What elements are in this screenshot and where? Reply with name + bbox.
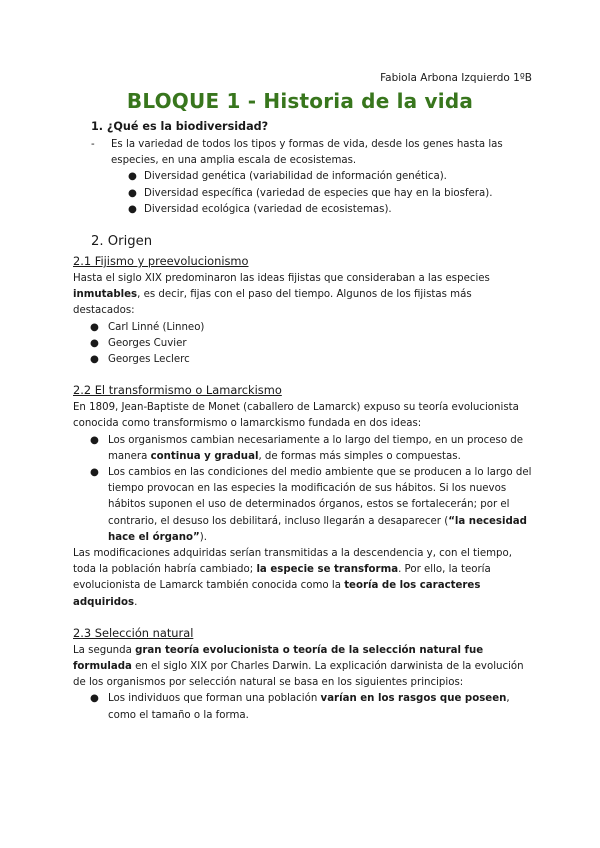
definition-item: [91, 137, 533, 169]
list-item: ● Georges Cuvier: [73, 336, 533, 352]
fijismo-paragraph: Hasta el siglo XIX predominaron las ideas fijistas que consideraban a las especies inmutables, es decir, fijas con el paso del tiempo. Algunos de los fijistas más destacados:: [73, 273, 490, 317]
fijistas-list: [73, 320, 533, 369]
bullet-icon: ●: [90, 434, 99, 446]
subsection-2-1-heading: 2.1 Fijismo y preevolucionismo: [73, 254, 249, 269]
list-item: ● Diversidad ecológica (variedad de ecosistemas).: [73, 202, 533, 218]
bullet-icon: ●: [90, 467, 99, 479]
bullet-icon: ●: [128, 171, 137, 183]
document-body: [73, 118, 533, 724]
diversity-list: [73, 169, 533, 218]
author-name: Fabiola Arbona Izquierdo 1ºB: [380, 72, 532, 84]
list-item: ● Diversidad genética (variabilidad de información genética).: [73, 169, 533, 185]
lamarck-ideas-list: [73, 433, 533, 546]
lamarck-conclusion: Las modificaciones adquiridas serían transmitidas a la descendencia y, con el tiempo, toda la población habría cambiado; la especie se transforma. Por ello, la teoría evolucionista de Lamarck también conocida como la teoría de los caracteres adquiridos.: [73, 548, 512, 608]
list-item: ● Georges Leclerc: [73, 352, 533, 368]
list-item: ● Los individuos que forman una población varían en los rasgos que poseen, como el tamaño o la forma.: [73, 691, 533, 723]
bullet-icon: ●: [90, 693, 99, 705]
bullet-icon: ●: [90, 321, 99, 333]
section-2-heading: 2. Origen: [91, 234, 153, 250]
list-item: ● Diversidad específica (variedad de especies que hay en la biosfera).: [73, 186, 533, 202]
bullet-icon: ●: [128, 203, 137, 215]
list-item: ● Los organismos cambian necesariamente a lo largo del tiempo, en un proceso de manera continua y gradual, de formas más simples o compuestas.: [73, 433, 533, 465]
darwin-principles-list: [73, 691, 533, 723]
bullet-icon: ●: [90, 354, 99, 366]
subsection-2-2-heading: 2.2 El transformismo o Lamarckismo: [73, 383, 282, 398]
bullet-icon: ●: [128, 187, 137, 199]
darwin-paragraph: La segunda gran teoría evolucionista o teoría de la selección natural fue formulada en el siglo XIX por Charles Darwin. La explicación darwinista de la evolución de los organismos por selección natural se basa en los siguientes principios:: [73, 644, 524, 689]
dash-marker: -: [91, 139, 95, 150]
page-title: BLOQUE 1 - Historia de la vida: [126, 89, 474, 113]
list-item: ● Los cambios en las condiciones del medio ambiente que se producen a lo largo del tiempo provocan en las especies la modificación de sus hábitos. Si los nuevos hábitos suponen el uso de determinados órganos, estos se fortalecerán; por el contrario, el desuso los debilitará, incluso llegarán a desaparecer (“la necesidad hace el órgano”).: [73, 465, 533, 546]
subsection-2-3-heading: 2.3 Selección natural: [73, 625, 194, 640]
list-item: ● Carl Linné (Linneo): [73, 320, 533, 336]
definition-text: Es la variedad de todos los tipos y formas de vida, desde los genes hasta las especies, en una amplia escala de ecosistemas.: [111, 139, 503, 167]
lamarck-intro: En 1809, Jean-Baptiste de Monet (caballero de Lamarck) expuso su teoría evolucionista conocida como transformismo o lamarckismo fundada en dos ideas:: [73, 402, 519, 430]
section-1-heading: 1. ¿Qué es la biodiversidad?: [91, 120, 269, 133]
bullet-icon: ●: [90, 337, 99, 349]
